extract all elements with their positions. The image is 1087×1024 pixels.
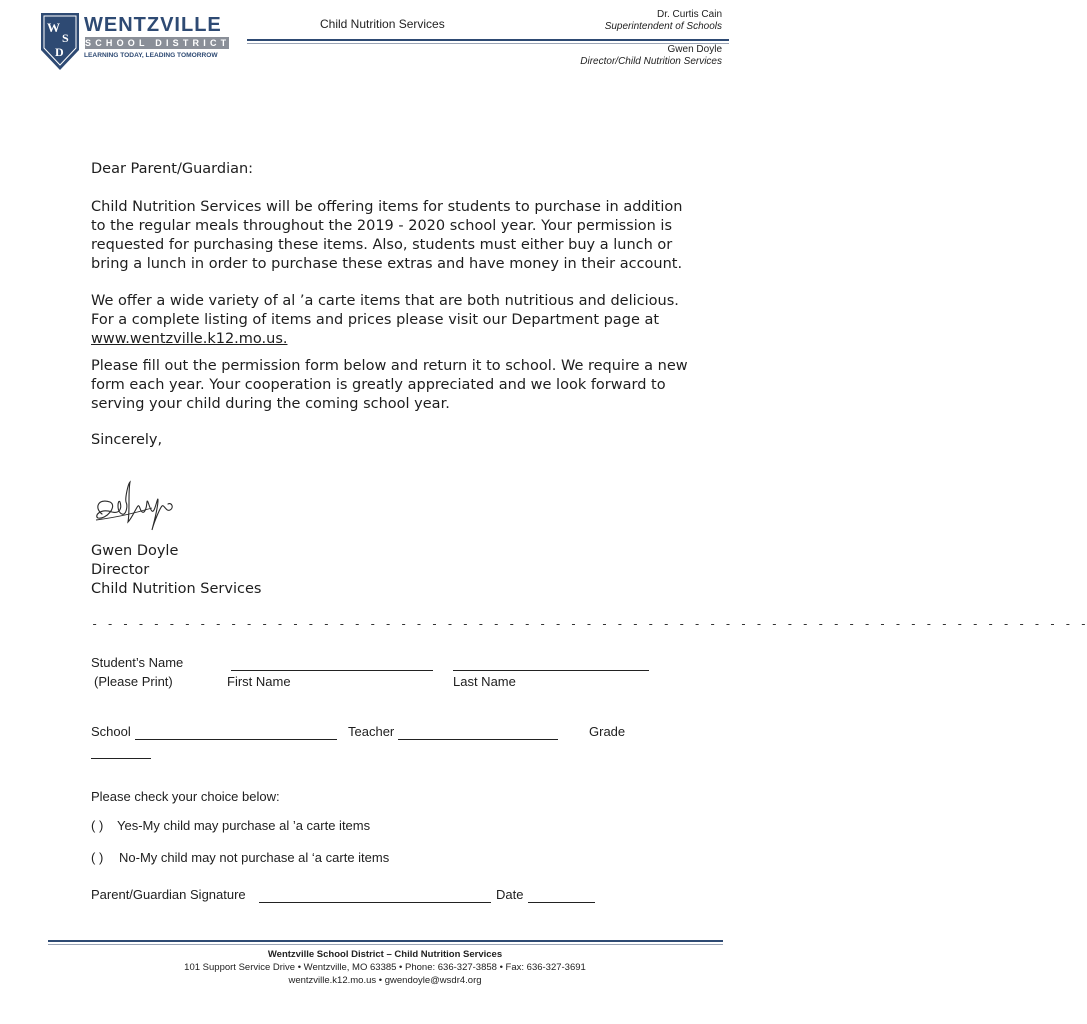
department-title: Child Nutrition Services — [320, 17, 445, 31]
superintendent-block — [605, 9, 722, 33]
option-yes-checkbox[interactable]: ( ) — [91, 818, 104, 833]
school-field[interactable] — [135, 726, 337, 740]
logo-name: WENTZVILLE — [84, 14, 222, 36]
shield-logo-icon — [40, 12, 80, 72]
logo-tagline: LEARNING TODAY, LEADING TOMORROW — [84, 52, 218, 59]
footer-title: Wentzville School District – Child Nutrition Services — [267, 949, 503, 960]
signer-title: Director — [91, 562, 150, 578]
letter-body — [91, 160, 691, 450]
grade-field[interactable] — [91, 745, 151, 759]
footer-contact: wentzville.k12.mo.us • gwendoyle@wsdr4.org — [288, 975, 482, 986]
district-website-link[interactable]: www.wentzville.k12.mo.us. — [91, 331, 288, 347]
paragraph-1: Child Nutrition Services will be offering items for students to purchase in addition to the regular meals throughout the 2019 - 2020 school year. Your permission is requested for purchasing these items. Also, students must either buy a lunch or bring a lunch in order to purchase these extras and have money in their account. — [91, 199, 683, 272]
svg-text:D: D — [55, 45, 64, 59]
superintendent-name: Dr. Curtis Cain — [656, 9, 722, 20]
parent-signature-label: Parent/Guardian Signature — [91, 887, 246, 902]
svg-text:S: S — [62, 31, 69, 45]
director-block — [580, 44, 722, 68]
footer-rule — [48, 940, 723, 942]
option-yes-label: Yes-My child may purchase al ’a carte items — [117, 818, 371, 833]
handwritten-signature — [92, 478, 182, 538]
director-name: Gwen Doyle — [667, 44, 722, 55]
director-role: Director/Child Nutrition Services — [580, 56, 722, 67]
grade-label: Grade — [589, 724, 626, 739]
option-no-label: No-My child may not purchase al ‘a carte items — [119, 850, 390, 865]
closing: Sincerely, — [91, 432, 163, 448]
last-name-label: Last Name — [453, 674, 516, 689]
header-rule — [247, 39, 729, 41]
signer-block — [91, 542, 261, 599]
logo-monogram-w: W — [47, 20, 60, 35]
superintendent-role: Superintendent of Schools — [604, 21, 722, 32]
option-no-checkbox[interactable]: ( ) — [91, 850, 104, 865]
district-logo — [40, 12, 240, 72]
footer-rule-thin — [48, 944, 723, 945]
parent-signature-field[interactable] — [259, 889, 491, 903]
signer-department: Child Nutrition Services — [91, 581, 262, 597]
date-label: Date — [496, 887, 524, 902]
date-field[interactable] — [528, 889, 595, 903]
please-print-label: (Please Print) — [94, 674, 173, 689]
teacher-label: Teacher — [348, 724, 395, 739]
school-label: School — [91, 724, 131, 739]
cut-line: - - - - - - - - - - - - - - - - - - - - - - - - - - - - - - - - - - - - - - - - - - - - - - - - - - - - - - - - - - - - - - - - - — [91, 617, 1087, 631]
last-name-field[interactable] — [453, 657, 649, 671]
footer-address: 101 Support Service Drive • Wentzville, MO 63385 • Phone: 636-327-3858 • Fax: 636-327-3691 — [184, 962, 586, 973]
footer — [0, 948, 770, 987]
paragraph-2-text: We offer a wide variety of al ’a carte items that are both nutritious and delicious. For a complete listing of items and prices please visit our Department page at — [91, 293, 679, 328]
greeting: Dear Parent/Guardian: — [91, 161, 254, 177]
paragraph-2 — [91, 292, 691, 349]
student-name-label: Student’s Name — [91, 655, 184, 670]
first-name-field[interactable] — [231, 657, 433, 671]
logo-subtitle: SCHOOL DISTRICT — [85, 38, 231, 48]
first-name-label: First Name — [227, 674, 291, 689]
teacher-field[interactable] — [398, 726, 558, 740]
signer-name: Gwen Doyle — [91, 543, 179, 559]
paragraph-3: Please fill out the permission form below and return it to school. We require a new form each year. Your cooperation is greatly appreciated and we look forward to serving your child during the coming school year. — [91, 358, 688, 412]
choice-prompt: Please check your choice below: — [91, 789, 280, 804]
